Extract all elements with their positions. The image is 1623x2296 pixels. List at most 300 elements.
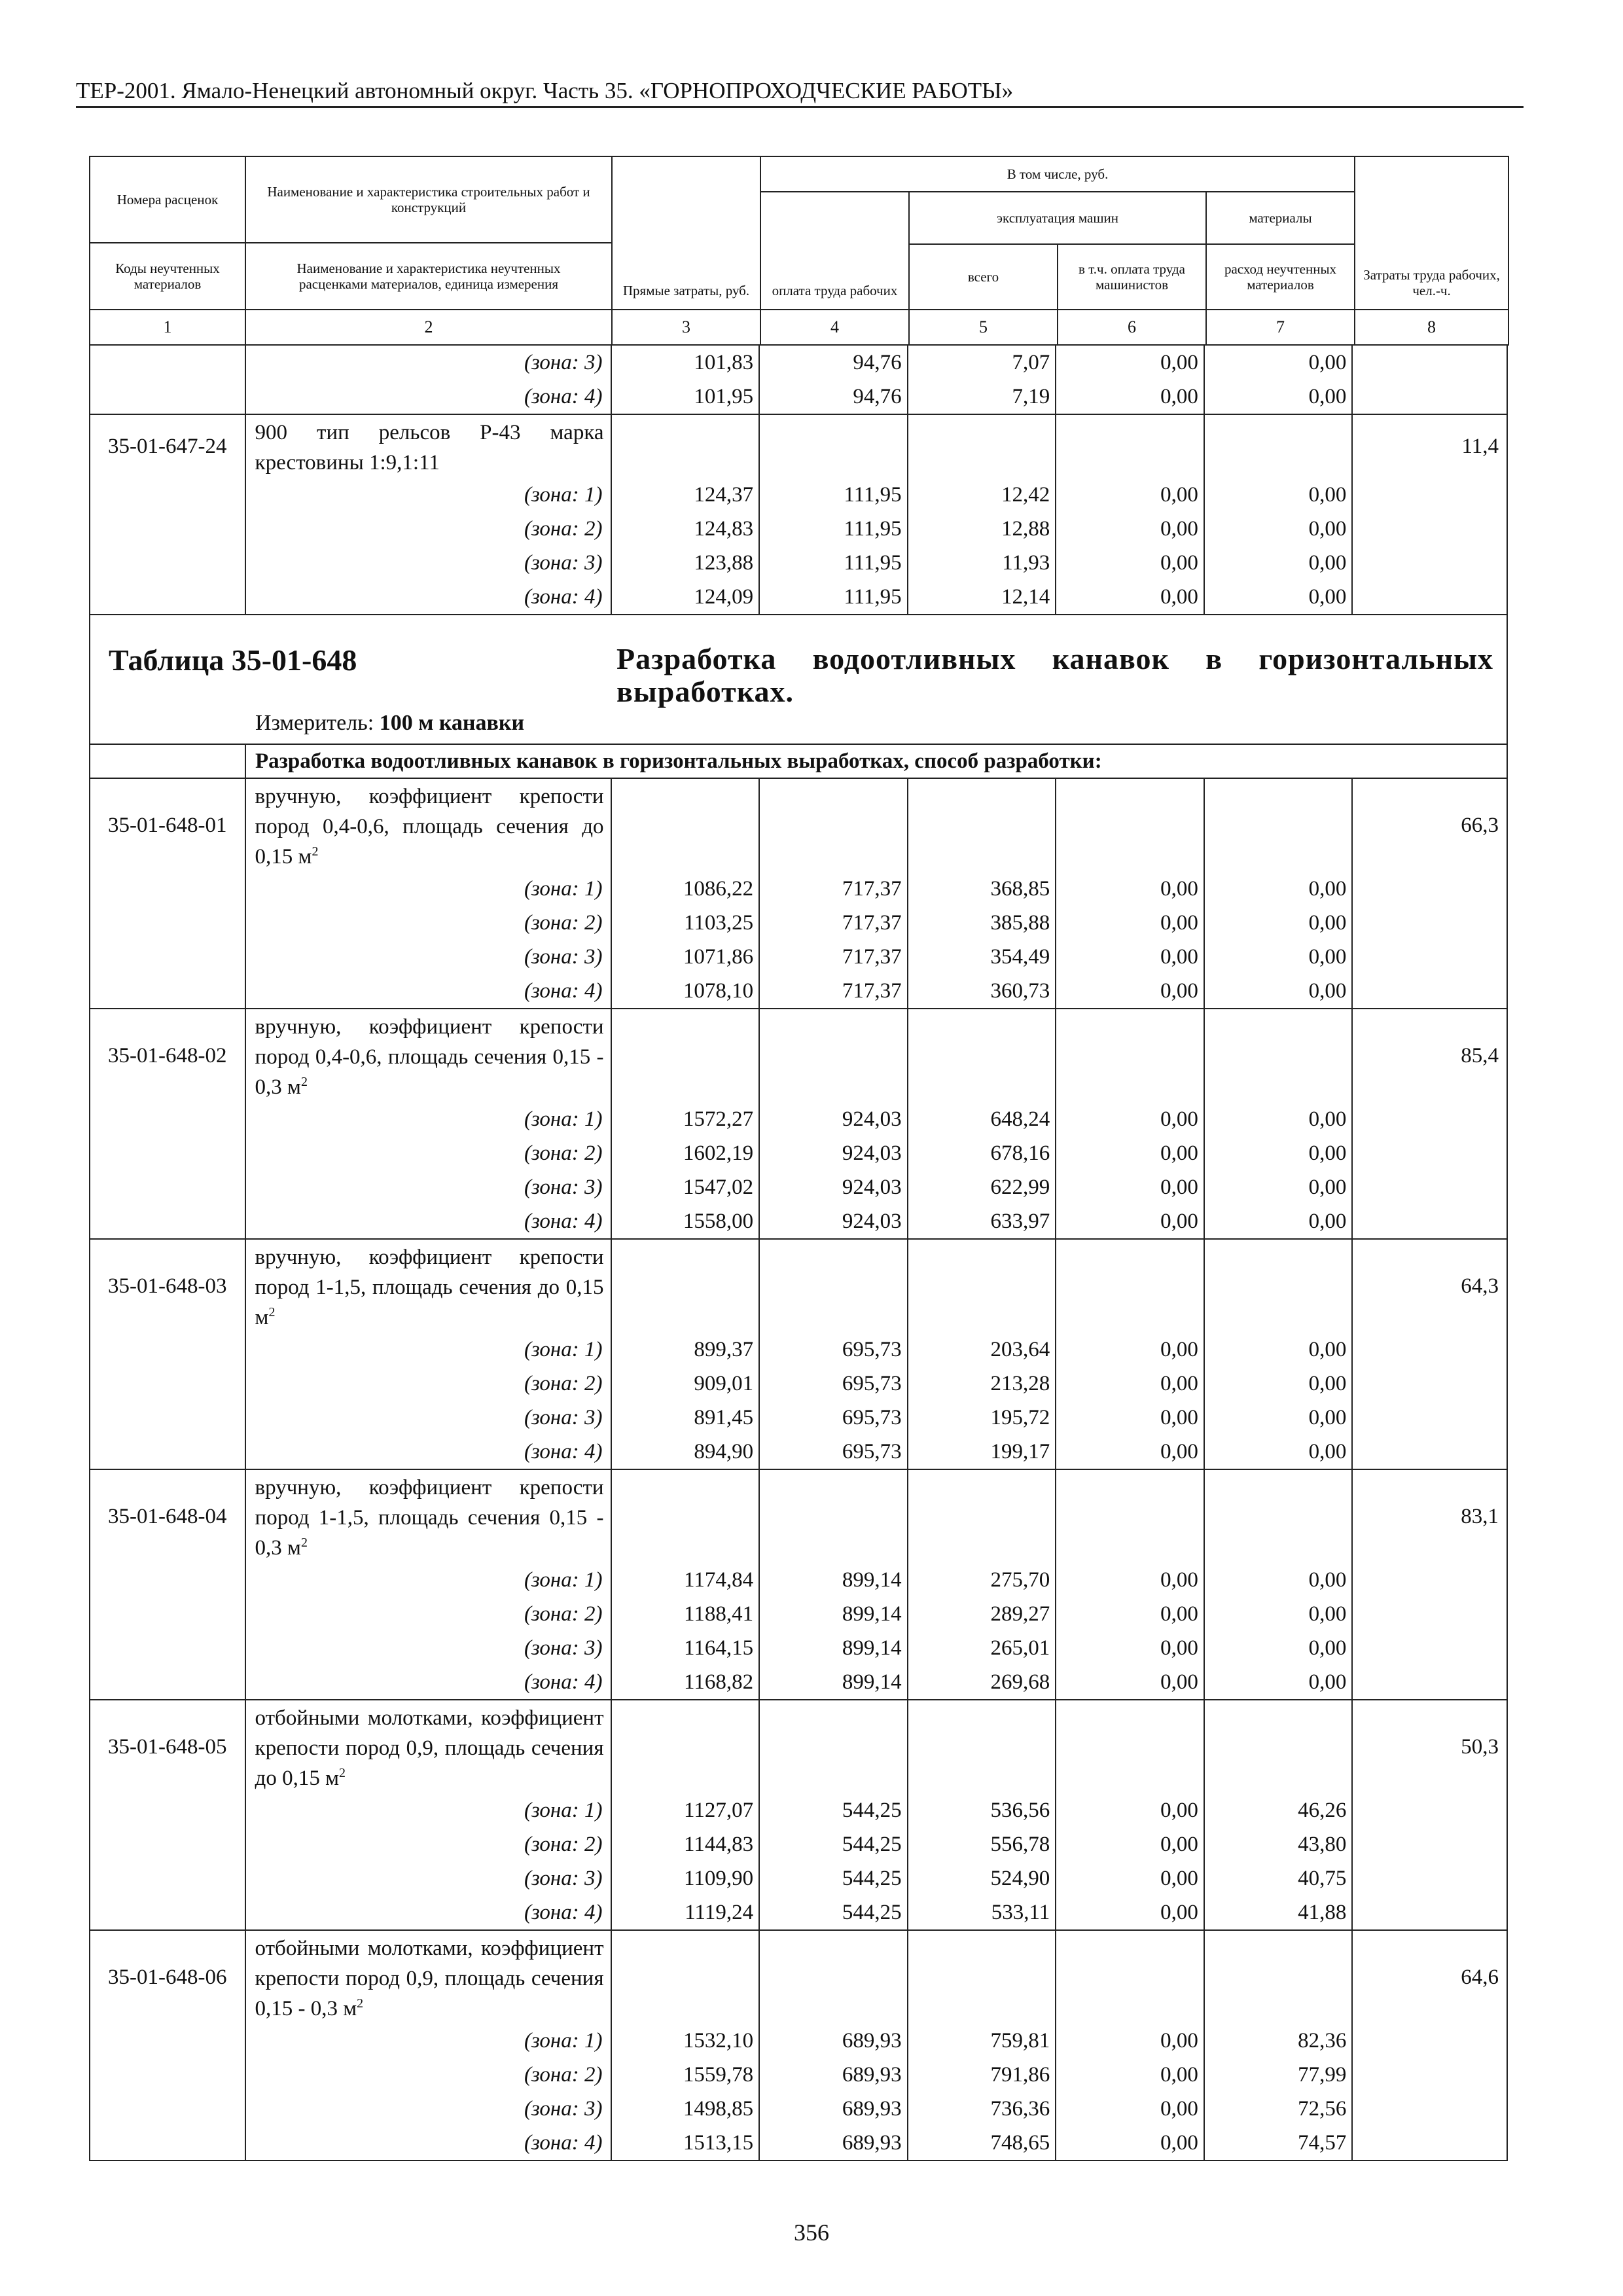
value-cell: 1513,15 bbox=[612, 2126, 760, 2160]
value-cell: 0,00 bbox=[1056, 1631, 1205, 1665]
measure-unit-value: 100 м канавки bbox=[379, 711, 525, 735]
value-cell: 0,00 bbox=[1205, 1102, 1353, 1136]
value-cell: 269,68 bbox=[908, 1665, 1057, 1699]
value-cell: 0,00 bbox=[1205, 512, 1353, 546]
labor-value: 66,3 bbox=[1461, 813, 1499, 837]
value-cell: 0,00 bbox=[1205, 1563, 1353, 1597]
code-cell bbox=[90, 1597, 246, 1631]
rate-code: 35-01-648-05 bbox=[90, 1700, 246, 1793]
value-cell: 717,37 bbox=[760, 906, 908, 940]
empty-cell bbox=[760, 415, 908, 478]
unit-superscript: 2 bbox=[300, 1535, 308, 1550]
empty-cell bbox=[760, 1931, 908, 2024]
zone-label: (зона: 4) bbox=[246, 1435, 612, 1469]
zone-label: (зона: 2) bbox=[246, 2058, 612, 2092]
labor-cell bbox=[1353, 906, 1507, 940]
col2-top-header: Наименование и характеристика строительных работ и конструкций bbox=[246, 157, 611, 243]
zone-label: (зона: 4) bbox=[246, 380, 612, 414]
empty-cell bbox=[612, 1931, 760, 2024]
zone-row bbox=[90, 1597, 1507, 1631]
col8-header: Затраты труда рабочих, чел.-ч. bbox=[1355, 156, 1508, 310]
value-cell: 265,01 bbox=[908, 1631, 1057, 1665]
col-number-5: 5 bbox=[909, 310, 1058, 345]
labor-cell bbox=[1353, 1631, 1507, 1665]
zone-row bbox=[90, 1793, 1507, 1827]
code-cell bbox=[90, 2092, 246, 2126]
zone-label: (зона: 2) bbox=[246, 1136, 612, 1170]
zone-label: (зона: 1) bbox=[246, 1333, 612, 1367]
empty-cell bbox=[1056, 1009, 1205, 1102]
empty-cell bbox=[1056, 1931, 1205, 2024]
code-cell bbox=[90, 2058, 246, 2092]
code-cell bbox=[90, 1895, 246, 1929]
zone-row bbox=[90, 2092, 1507, 2126]
zone-row bbox=[90, 2024, 1507, 2058]
value-cell: 111,95 bbox=[760, 580, 908, 614]
zone-row bbox=[90, 1563, 1507, 1597]
zone-label: (зона: 2) bbox=[246, 1367, 612, 1401]
zone-label: (зона: 3) bbox=[246, 1401, 612, 1435]
value-cell: 695,73 bbox=[760, 1333, 908, 1367]
value-cell: 12,42 bbox=[908, 478, 1057, 512]
rate-description-text: вручную, коэффициент крепости пород 0,4-0,6, площадь сечения до 0,15 м bbox=[255, 785, 604, 869]
empty-cell bbox=[1205, 779, 1353, 872]
machines-header: эксплуатация машин bbox=[909, 192, 1206, 244]
zone-row bbox=[90, 1861, 1507, 1895]
empty-cell bbox=[612, 1470, 760, 1563]
value-cell: 94,76 bbox=[760, 346, 908, 380]
zone-row bbox=[90, 940, 1507, 974]
value-cell: 899,37 bbox=[612, 1333, 760, 1367]
empty-cell bbox=[908, 415, 1057, 478]
labor-cell bbox=[1353, 1793, 1507, 1827]
labor-cell bbox=[1353, 2024, 1507, 2058]
value-cell: 544,25 bbox=[760, 1793, 908, 1827]
labor-cell bbox=[1353, 1136, 1507, 1170]
value-cell: 0,00 bbox=[1056, 1401, 1205, 1435]
labor-value: 85,4 bbox=[1461, 1043, 1499, 1067]
rate-code: 35-01-647-24 bbox=[90, 415, 246, 478]
code-cell bbox=[90, 346, 246, 380]
empty-cell bbox=[908, 1240, 1057, 1333]
labor-cell bbox=[1353, 1102, 1507, 1136]
incl-header: В том числе, руб. bbox=[760, 156, 1355, 192]
value-cell: 0,00 bbox=[1056, 380, 1205, 414]
labor-cell bbox=[1353, 380, 1507, 414]
value-cell: 0,00 bbox=[1205, 1204, 1353, 1238]
labor-cell bbox=[1353, 1861, 1507, 1895]
zone-row bbox=[90, 580, 1507, 614]
value-cell: 1127,07 bbox=[612, 1793, 760, 1827]
code-cell bbox=[90, 745, 246, 778]
value-cell: 0,00 bbox=[1205, 380, 1353, 414]
materials-header: материалы bbox=[1206, 192, 1355, 244]
value-cell: 0,00 bbox=[1056, 1665, 1205, 1699]
value-cell: 899,14 bbox=[760, 1665, 908, 1699]
labor-cell bbox=[1353, 1435, 1507, 1469]
empty-cell bbox=[612, 1009, 760, 1102]
zone-row bbox=[90, 1631, 1507, 1665]
rate-item bbox=[90, 1929, 1507, 2024]
empty-cell bbox=[1205, 415, 1353, 478]
zone-label: (зона: 4) bbox=[246, 580, 612, 614]
empty-cell bbox=[612, 779, 760, 872]
col-number-4: 4 bbox=[760, 310, 909, 345]
value-cell: 748,65 bbox=[908, 2126, 1057, 2160]
value-cell: 101,83 bbox=[612, 346, 760, 380]
empty-cell bbox=[1205, 1700, 1353, 1793]
zone-label: (зона: 4) bbox=[246, 1665, 612, 1699]
value-cell: 736,36 bbox=[908, 2092, 1057, 2126]
empty-cell bbox=[1205, 1240, 1353, 1333]
zone-row bbox=[90, 512, 1507, 546]
value-cell: 717,37 bbox=[760, 940, 908, 974]
value-cell: 1602,19 bbox=[612, 1136, 760, 1170]
value-cell: 43,80 bbox=[1205, 1827, 1353, 1861]
value-cell: 1558,00 bbox=[612, 1204, 760, 1238]
col6-header: в т.ч. оплата труда машинистов bbox=[1058, 244, 1206, 310]
value-cell: 124,83 bbox=[612, 512, 760, 546]
unit-superscript: 2 bbox=[312, 844, 319, 859]
zone-row bbox=[90, 2058, 1507, 2092]
zone-row bbox=[90, 1136, 1507, 1170]
code-cell bbox=[90, 380, 246, 414]
code-cell bbox=[90, 1367, 246, 1401]
value-cell: 1532,10 bbox=[612, 2024, 760, 2058]
code-cell bbox=[90, 1827, 246, 1861]
zone-label: (зона: 3) bbox=[246, 940, 612, 974]
zone-row bbox=[90, 1827, 1507, 1861]
rate-code: 35-01-648-02 bbox=[90, 1009, 246, 1102]
value-cell: 46,26 bbox=[1205, 1793, 1353, 1827]
col4-header: оплата труда рабочих bbox=[760, 192, 909, 310]
value-cell: 0,00 bbox=[1056, 1204, 1205, 1238]
value-cell: 0,00 bbox=[1205, 1136, 1353, 1170]
value-cell: 0,00 bbox=[1056, 512, 1205, 546]
value-cell: 0,00 bbox=[1056, 2126, 1205, 2160]
zone-label: (зона: 4) bbox=[246, 2126, 612, 2160]
value-cell: 1498,85 bbox=[612, 2092, 760, 2126]
value-cell: 544,25 bbox=[760, 1861, 908, 1895]
value-cell: 7,07 bbox=[908, 346, 1057, 380]
zone-row bbox=[90, 546, 1507, 580]
value-cell: 354,49 bbox=[908, 940, 1057, 974]
value-cell: 0,00 bbox=[1205, 974, 1353, 1008]
value-cell: 0,00 bbox=[1205, 1435, 1353, 1469]
rate-description-text: отбойными молотками, коэффициент крепости пород 0,9, площадь сечения 0,15 - 0,3 м bbox=[255, 1937, 604, 2020]
value-cell: 524,90 bbox=[908, 1861, 1057, 1895]
value-cell: 695,73 bbox=[760, 1401, 908, 1435]
value-cell: 0,00 bbox=[1205, 1170, 1353, 1204]
rate-item bbox=[90, 1469, 1507, 1563]
value-cell: 11,93 bbox=[908, 546, 1057, 580]
value-cell: 12,14 bbox=[908, 580, 1057, 614]
value-cell: 0,00 bbox=[1205, 546, 1353, 580]
value-cell: 0,00 bbox=[1056, 1136, 1205, 1170]
col5-header: всего bbox=[909, 244, 1058, 310]
value-cell: 0,00 bbox=[1056, 580, 1205, 614]
rate-description bbox=[246, 1009, 612, 1102]
rate-description bbox=[246, 779, 612, 872]
value-cell: 275,70 bbox=[908, 1563, 1057, 1597]
unit-superscript: 2 bbox=[300, 1075, 308, 1089]
zone-row bbox=[90, 1333, 1507, 1367]
value-cell: 12,88 bbox=[908, 512, 1057, 546]
value-cell: 0,00 bbox=[1205, 1631, 1353, 1665]
rate-item bbox=[90, 414, 1507, 478]
value-cell: 0,00 bbox=[1056, 2092, 1205, 2126]
zone-row bbox=[90, 1665, 1507, 1699]
col-number-7: 7 bbox=[1206, 310, 1355, 345]
unit-superscript: 2 bbox=[268, 1305, 276, 1319]
value-cell: 695,73 bbox=[760, 1435, 908, 1469]
code-cell bbox=[90, 2024, 246, 2058]
value-cell: 0,00 bbox=[1205, 346, 1353, 380]
code-cell bbox=[90, 580, 246, 614]
code-cell bbox=[90, 1333, 246, 1367]
value-cell: 689,93 bbox=[760, 2126, 908, 2160]
empty-cell bbox=[908, 1009, 1057, 1102]
code-cell bbox=[90, 940, 246, 974]
value-cell: 536,56 bbox=[908, 1793, 1057, 1827]
value-cell: 0,00 bbox=[1056, 478, 1205, 512]
labor-value: 83,1 bbox=[1461, 1504, 1499, 1528]
zone-row bbox=[90, 1204, 1507, 1238]
value-cell: 759,81 bbox=[908, 2024, 1057, 2058]
value-cell: 0,00 bbox=[1056, 1861, 1205, 1895]
rate-description-text: 900 тип рельсов Р-43 марка крестовины 1:9,1:11 bbox=[255, 421, 604, 475]
value-cell: 0,00 bbox=[1056, 1563, 1205, 1597]
empty-cell bbox=[760, 1009, 908, 1102]
value-cell: 648,24 bbox=[908, 1102, 1057, 1136]
value-cell: 899,14 bbox=[760, 1563, 908, 1597]
zone-label: (зона: 3) bbox=[246, 1170, 612, 1204]
rate-item bbox=[90, 1699, 1507, 1793]
empty-cell bbox=[760, 1470, 908, 1563]
labor-cell bbox=[1353, 512, 1507, 546]
value-cell: 1109,90 bbox=[612, 1861, 760, 1895]
code-cell bbox=[90, 1631, 246, 1665]
zone-label: (зона: 3) bbox=[246, 346, 612, 380]
value-cell: 533,11 bbox=[908, 1895, 1057, 1929]
labor-value: 64,6 bbox=[1461, 1965, 1499, 1989]
code-cell bbox=[90, 1563, 246, 1597]
value-cell: 0,00 bbox=[1056, 546, 1205, 580]
value-cell: 633,97 bbox=[908, 1204, 1057, 1238]
value-cell: 924,03 bbox=[760, 1170, 908, 1204]
labor-cell bbox=[1353, 1895, 1507, 1929]
value-cell: 1144,83 bbox=[612, 1827, 760, 1861]
value-cell: 678,16 bbox=[908, 1136, 1057, 1170]
value-cell: 111,95 bbox=[760, 512, 908, 546]
col1-bottom-header: Коды неучтенных материалов bbox=[115, 260, 220, 292]
value-cell: 0,00 bbox=[1056, 1597, 1205, 1631]
code-cell bbox=[90, 1136, 246, 1170]
labor-value: 50,3 bbox=[1461, 1734, 1499, 1759]
value-cell: 909,01 bbox=[612, 1367, 760, 1401]
rate-description-text: вручную, коэффициент крепости пород 1-1,5, площадь сечения 0,15 - 0,3 м bbox=[255, 1476, 604, 1560]
zone-row bbox=[90, 2126, 1507, 2160]
value-cell: 213,28 bbox=[908, 1367, 1057, 1401]
value-cell: 289,27 bbox=[908, 1597, 1057, 1631]
empty-cell bbox=[908, 1470, 1057, 1563]
rate-description bbox=[246, 1931, 612, 2024]
value-cell: 82,36 bbox=[1205, 2024, 1353, 2058]
value-cell: 1572,27 bbox=[612, 1102, 760, 1136]
empty-cell bbox=[1205, 1009, 1353, 1102]
value-cell: 1174,84 bbox=[612, 1563, 760, 1597]
zone-label: (зона: 2) bbox=[246, 1827, 612, 1861]
labor-cell bbox=[1353, 940, 1507, 974]
zone-label: (зона: 3) bbox=[246, 2092, 612, 2126]
value-cell: 1103,25 bbox=[612, 906, 760, 940]
zone-label: (зона: 3) bbox=[246, 1631, 612, 1665]
labor-value: 64,3 bbox=[1461, 1274, 1499, 1298]
column-header-table bbox=[89, 156, 1509, 346]
zone-label: (зона: 1) bbox=[246, 478, 612, 512]
labor-cell bbox=[1353, 2092, 1507, 2126]
zone-label: (зона: 1) bbox=[246, 1793, 612, 1827]
value-cell: 0,00 bbox=[1056, 940, 1205, 974]
value-cell: 124,37 bbox=[612, 478, 760, 512]
value-cell: 556,78 bbox=[908, 1827, 1057, 1861]
value-cell: 1559,78 bbox=[612, 2058, 760, 2092]
code-cell bbox=[90, 906, 246, 940]
table-title-block bbox=[90, 614, 1507, 744]
code-cell bbox=[90, 872, 246, 906]
code-cell bbox=[90, 1435, 246, 1469]
value-cell: 0,00 bbox=[1056, 2024, 1205, 2058]
empty-cell bbox=[612, 1240, 760, 1333]
labor-cell bbox=[1353, 1333, 1507, 1367]
zone-label: (зона: 2) bbox=[246, 1597, 612, 1631]
col-number-3: 3 bbox=[612, 310, 760, 345]
value-cell: 203,64 bbox=[908, 1333, 1057, 1367]
rate-description bbox=[246, 1470, 612, 1563]
labor-cell bbox=[1353, 1170, 1507, 1204]
empty-cell bbox=[1056, 1470, 1205, 1563]
empty-cell bbox=[1056, 779, 1205, 872]
value-cell: 111,95 bbox=[760, 478, 908, 512]
zone-row bbox=[90, 1102, 1507, 1136]
page-number: 356 bbox=[794, 2219, 829, 2246]
zone-label: (зона: 2) bbox=[246, 512, 612, 546]
col-number-8: 8 bbox=[1355, 310, 1508, 345]
value-cell: 0,00 bbox=[1205, 906, 1353, 940]
rate-description bbox=[246, 415, 612, 478]
labor-cell bbox=[1353, 2058, 1507, 2092]
table-title: Разработка водоотливных канавок в горизонтальных выработках. bbox=[616, 642, 1493, 708]
rate-code: 35-01-648-04 bbox=[90, 1470, 246, 1563]
value-cell: 0,00 bbox=[1205, 1597, 1353, 1631]
value-cell: 894,90 bbox=[612, 1435, 760, 1469]
empty-cell bbox=[612, 1700, 760, 1793]
value-cell: 94,76 bbox=[760, 380, 908, 414]
value-cell: 77,99 bbox=[1205, 2058, 1353, 2092]
empty-cell bbox=[760, 1700, 908, 1793]
empty-cell bbox=[1056, 1700, 1205, 1793]
value-cell: 1164,15 bbox=[612, 1631, 760, 1665]
labor-cell bbox=[1353, 546, 1507, 580]
labor-cell bbox=[1353, 346, 1507, 380]
value-cell: 111,95 bbox=[760, 546, 908, 580]
value-cell: 199,17 bbox=[908, 1435, 1057, 1469]
col1-top-header: Номера расценок bbox=[90, 157, 245, 243]
value-cell: 0,00 bbox=[1205, 1665, 1353, 1699]
value-cell: 689,93 bbox=[760, 2058, 908, 2092]
zone-row bbox=[90, 1170, 1507, 1204]
section-heading bbox=[90, 744, 1507, 778]
value-cell: 0,00 bbox=[1205, 872, 1353, 906]
value-cell: 1086,22 bbox=[612, 872, 760, 906]
section-heading-text: Разработка водоотливных канавок в горизонтальных выработках, способ разработки: bbox=[255, 749, 1102, 773]
code-cell bbox=[90, 1102, 246, 1136]
empty-cell bbox=[1205, 1470, 1353, 1563]
col-number-6: 6 bbox=[1058, 310, 1206, 345]
value-cell: 0,00 bbox=[1205, 1333, 1353, 1367]
zone-label: (зона: 3) bbox=[246, 546, 612, 580]
zone-row bbox=[90, 380, 1507, 414]
labor-cell bbox=[1353, 1827, 1507, 1861]
value-cell: 622,99 bbox=[908, 1170, 1057, 1204]
value-cell: 195,72 bbox=[908, 1401, 1057, 1435]
value-cell: 74,57 bbox=[1205, 2126, 1353, 2160]
col7-header: расход неучтенных материалов bbox=[1206, 244, 1355, 310]
value-cell: 695,73 bbox=[760, 1367, 908, 1401]
value-cell: 40,75 bbox=[1205, 1861, 1353, 1895]
labor-value: 11,4 bbox=[1461, 434, 1499, 458]
price-table bbox=[89, 156, 1508, 2161]
value-cell: 0,00 bbox=[1056, 1827, 1205, 1861]
value-cell: 0,00 bbox=[1056, 1102, 1205, 1136]
value-cell: 1071,86 bbox=[612, 940, 760, 974]
rate-description bbox=[246, 1700, 612, 1793]
code-cell bbox=[90, 974, 246, 1008]
value-cell: 0,00 bbox=[1056, 872, 1205, 906]
col2-bottom-header: Наименование и характеристика неучтенных расценками материалов, единица измерения bbox=[296, 260, 561, 292]
labor-cell bbox=[1353, 1401, 1507, 1435]
rate-item bbox=[90, 1008, 1507, 1102]
value-cell: 924,03 bbox=[760, 1204, 908, 1238]
table-number: Таблица 35-01-648 bbox=[109, 643, 357, 677]
value-cell: 544,25 bbox=[760, 1827, 908, 1861]
labor-cell bbox=[1353, 580, 1507, 614]
value-cell: 7,19 bbox=[908, 380, 1057, 414]
zone-row bbox=[90, 1367, 1507, 1401]
value-cell: 0,00 bbox=[1056, 1793, 1205, 1827]
empty-cell bbox=[760, 1240, 908, 1333]
zone-row bbox=[90, 1401, 1507, 1435]
measure-unit bbox=[255, 711, 524, 736]
empty-cell bbox=[612, 415, 760, 478]
zone-label: (зона: 4) bbox=[246, 974, 612, 1008]
zone-row bbox=[90, 1435, 1507, 1469]
empty-cell bbox=[908, 1700, 1057, 1793]
value-cell: 0,00 bbox=[1056, 1367, 1205, 1401]
value-cell: 791,86 bbox=[908, 2058, 1057, 2092]
zone-row bbox=[90, 478, 1507, 512]
rate-description-text: отбойными молотками, коэффициент крепости пород 0,9, площадь сечения до 0,15 м bbox=[255, 1706, 604, 1790]
value-cell: 1078,10 bbox=[612, 974, 760, 1008]
rate-item bbox=[90, 1238, 1507, 1333]
code-cell bbox=[90, 478, 246, 512]
value-cell: 360,73 bbox=[908, 974, 1057, 1008]
page-header: ТЕР-2001. Ямало-Ненецкий автономный округ. Часть 35. «ГОРНОПРОХОДЧЕСКИЕ РАБОТЫ» bbox=[76, 78, 1014, 103]
value-cell: 0,00 bbox=[1205, 1401, 1353, 1435]
value-cell: 124,09 bbox=[612, 580, 760, 614]
value-cell: 385,88 bbox=[908, 906, 1057, 940]
value-cell: 689,93 bbox=[760, 2092, 908, 2126]
